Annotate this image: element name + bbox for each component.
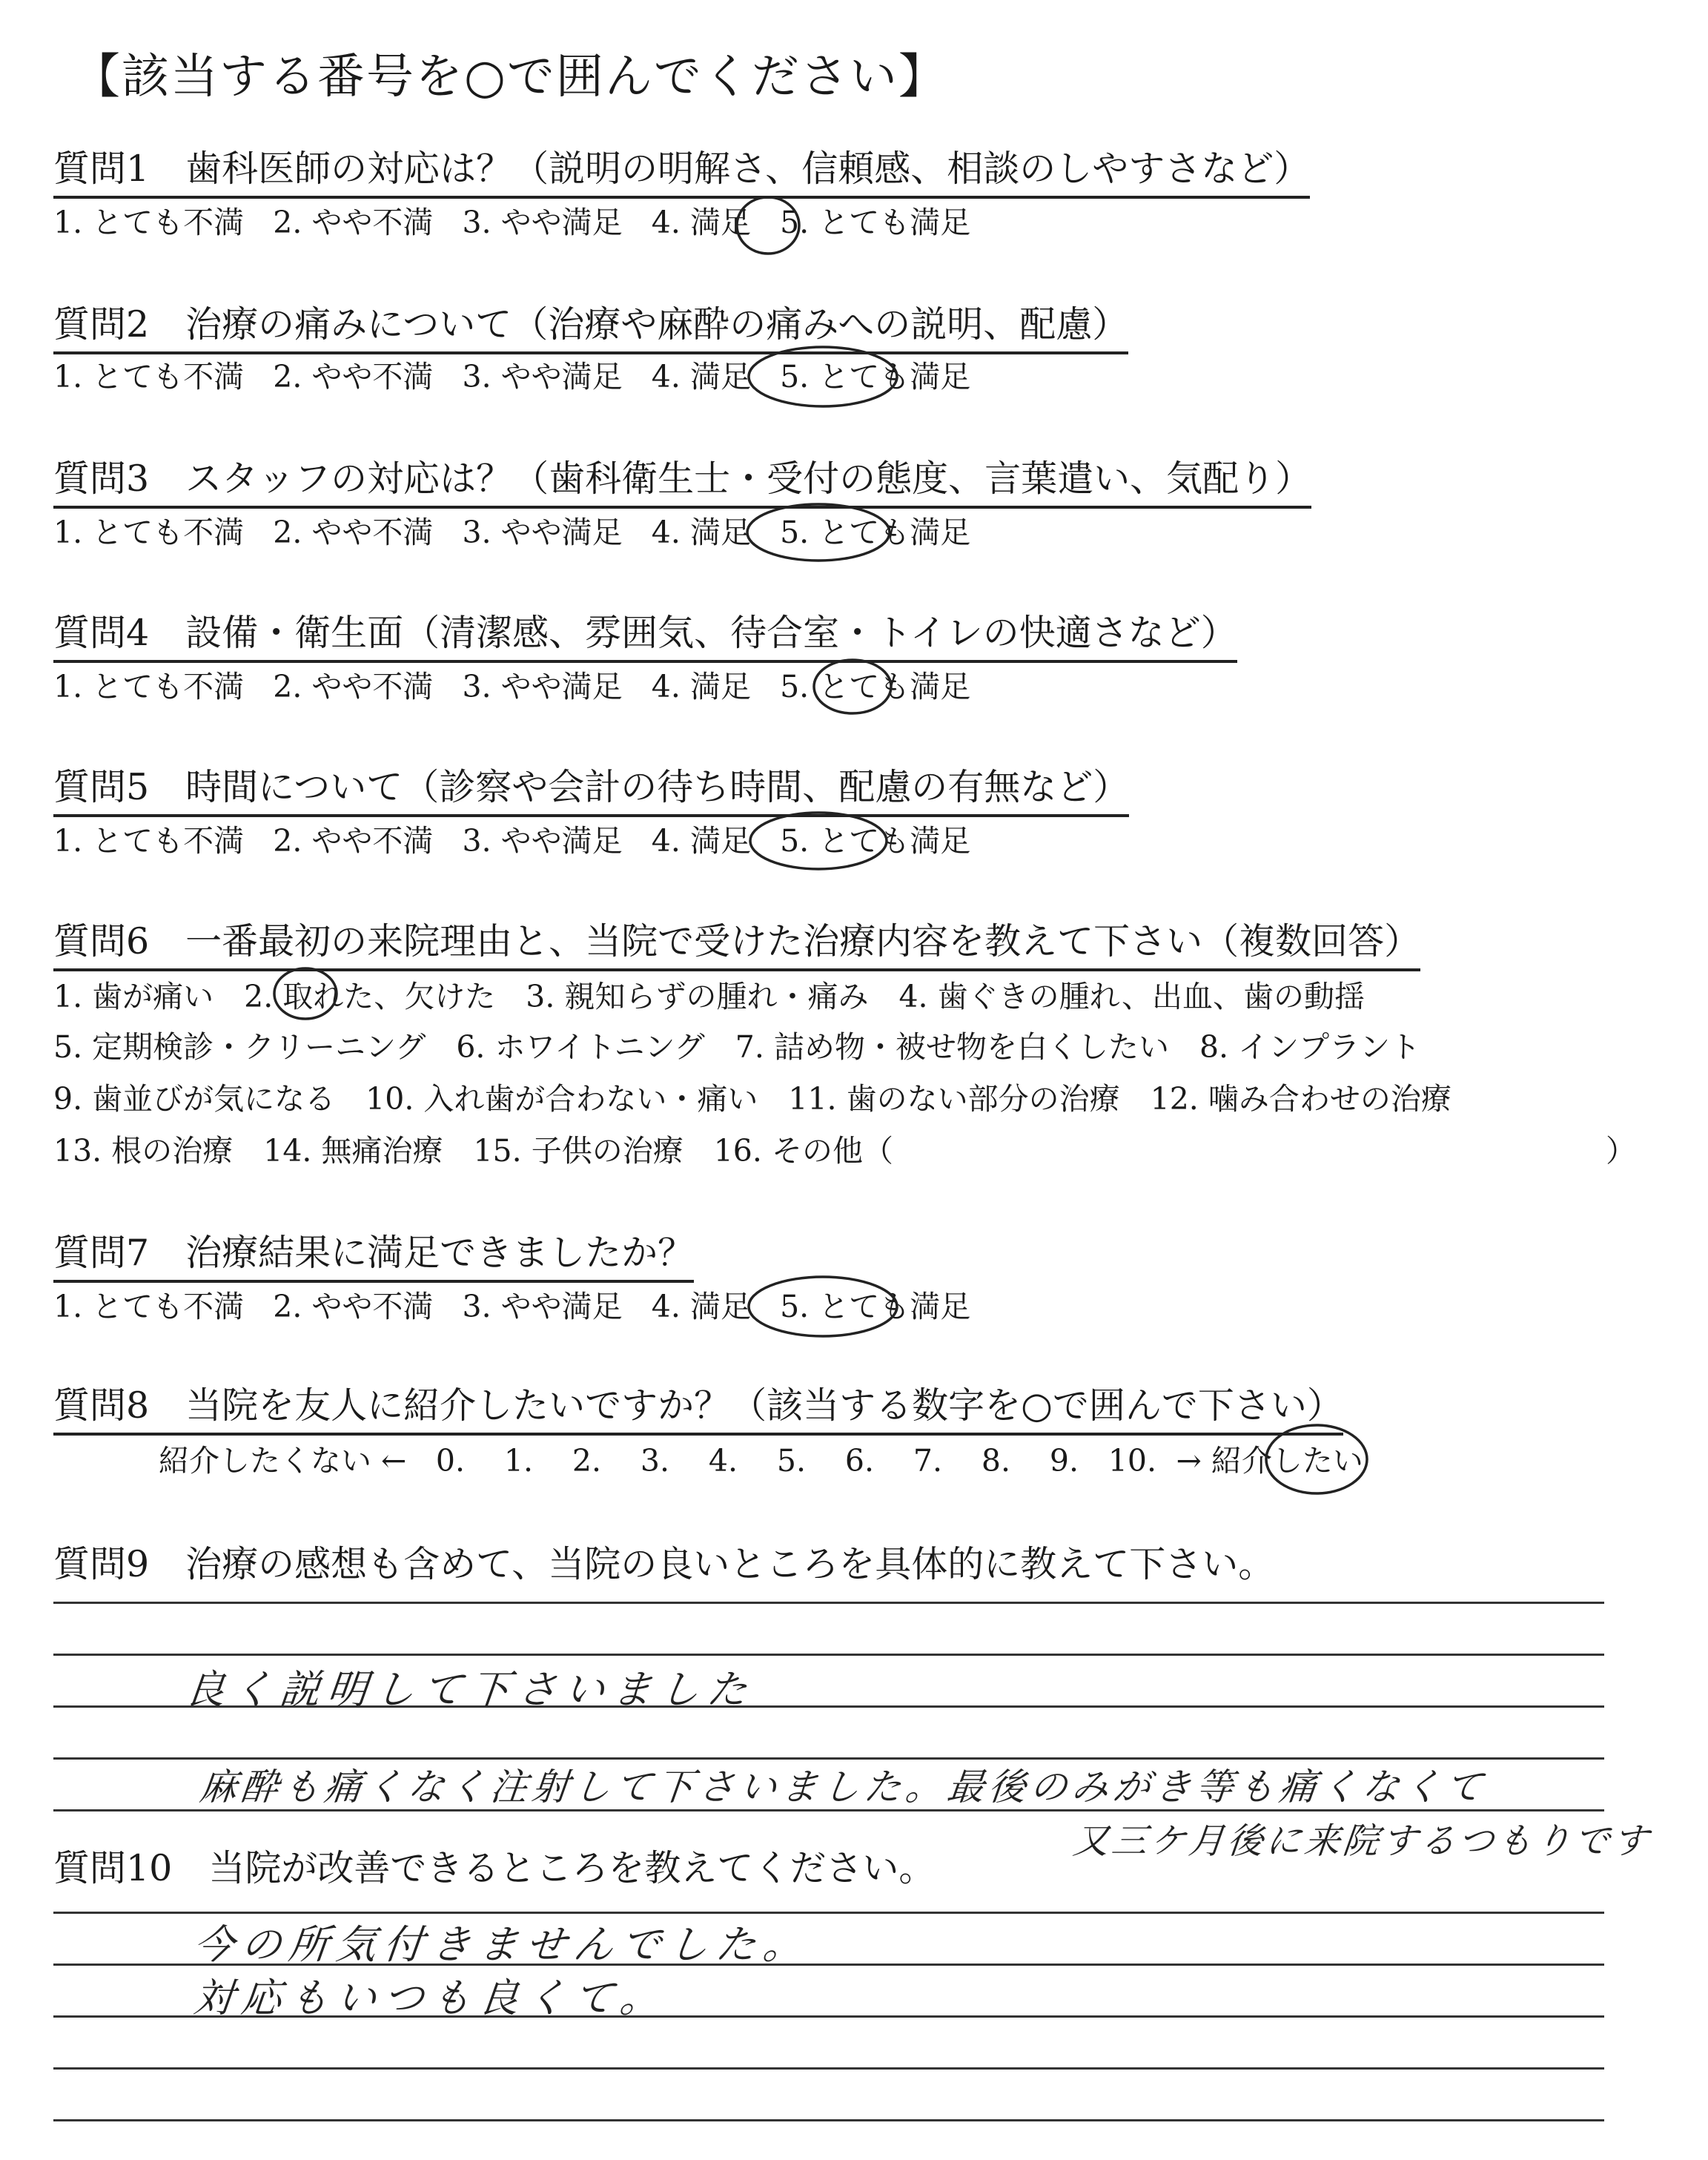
q3-option-1[interactable]: 1. とても不満 <box>53 515 245 550</box>
q2-option-1[interactable]: 1. とても不満 <box>53 359 245 394</box>
q6-other-close: ） <box>1606 1133 1636 1169</box>
q6-row-2[interactable]: 5. 定期検診・クリーニング 6. ホワイトニング 7. 詰め物・被せ物を白くしたい 8. インプラント <box>53 1029 1421 1065</box>
q2-option-3[interactable]: 3. やや満足 <box>462 359 623 394</box>
q4-option-5[interactable]: 5. とても満足 <box>780 669 971 704</box>
q5-option-3[interactable]: 3. やや満足 <box>462 823 623 859</box>
q10-answer-line <box>53 2067 1604 2070</box>
question-8-label: 質問8 当院を友人に紹介したいですか？（該当する数字を○で囲んで下さい） <box>53 1384 1343 1436</box>
q1-option-3[interactable]: 3. やや満足 <box>462 205 623 240</box>
question-4-label: 質問4 設備・衛生面（清潔感、雰囲気、待合室・トイレの快適さなど） <box>53 611 1237 663</box>
question-4-options <box>53 666 970 707</box>
q2-option-5[interactable]: 5. とても満足 <box>780 359 971 394</box>
q9-answer-line <box>53 1654 1604 1656</box>
q10-answer-line <box>53 2119 1604 2121</box>
q3-option-5[interactable]: 5. とても満足 <box>780 515 971 550</box>
q6-row-3[interactable]: 9. 歯並びが気になる 10. 入れ歯が合わない・痛い 11. 歯のない部分の治療 12. 噛み合わせの治療 <box>53 1081 1452 1117</box>
question-9-label: 質問9 治療の感想も含めて、当院の良いところを具体的に教えて下さい。 <box>53 1543 1275 1585</box>
q1-option-5[interactable]: 5. とても満足 <box>780 205 971 240</box>
q8-number-0[interactable]: 0. <box>435 1443 465 1479</box>
q10-handwritten-2: 対応もいつも良くて。 <box>191 1975 670 2021</box>
q5-option-2[interactable]: 2. やや不満 <box>273 823 434 859</box>
q9-handwritten-2: 麻酔も痛くなく注射して下さいました。最後のみがき等も痛くなくて <box>197 1766 1489 1809</box>
q8-right-label[interactable]: → 紹介したい <box>1176 1443 1363 1479</box>
q8-number-3[interactable]: 3. <box>640 1443 669 1479</box>
q10-handwritten-1: 今の所気付きませんでした。 <box>191 1921 813 1968</box>
q4-option-3[interactable]: 3. やや満足 <box>462 669 623 704</box>
question-1-options <box>53 202 970 243</box>
q8-number-7[interactable]: 7. <box>913 1443 942 1479</box>
q8-number-9[interactable]: 9. <box>1049 1443 1079 1479</box>
question-2-label: 質問2 治療の痛みについて（治療や麻酔の痛みへの説明、配慮） <box>53 303 1128 354</box>
q9-handwritten-1: 良く説明して下さいました <box>182 1666 757 1713</box>
q7-option-1[interactable]: 1. とても不満 <box>53 1289 245 1324</box>
q8-number-10[interactable]: 10. <box>1108 1443 1157 1479</box>
q1-option-2[interactable]: 2. やや不満 <box>273 205 434 240</box>
q8-left-label: 紹介したくない ← <box>159 1443 407 1479</box>
q8-number-6[interactable]: 6. <box>844 1443 874 1479</box>
q8-number-1[interactable]: 1. <box>503 1443 533 1479</box>
q8-number-8[interactable]: 8. <box>981 1443 1010 1479</box>
q5-option-1[interactable]: 1. とても不満 <box>53 823 245 859</box>
question-1-label: 質問1 歯科医師の対応は？（説明の明解さ、信頼感、相談のしやすさなど） <box>53 147 1310 199</box>
q4-option-1[interactable]: 1. とても不満 <box>53 669 245 704</box>
question-3-label: 質問3 スタッフの対応は？（歯科衛生士・受付の態度、言葉遣い、気配り） <box>53 457 1311 509</box>
question-10-label: 質問10 当院が改善できるところを教えてください。 <box>53 1847 936 1889</box>
q7-option-3[interactable]: 3. やや満足 <box>462 1289 623 1324</box>
q3-option-3[interactable]: 3. やや満足 <box>462 515 623 550</box>
q7-option-2[interactable]: 2. やや不満 <box>273 1289 434 1324</box>
question-3-options <box>53 512 970 553</box>
q9-handwritten-3: 又三ケ月後に来院するつもりです <box>1070 1820 1654 1862</box>
q6-row-1[interactable]: 1. 歯が痛い 2. 取れた、欠けた 3. 親知らずの腫れ・痛み 4. 歯ぐきの腫れ、出血、歯の動揺 <box>53 979 1366 1014</box>
question-2-options <box>53 356 970 397</box>
q8-number-2[interactable]: 2. <box>572 1443 601 1479</box>
q7-option-5[interactable]: 5. とても満足 <box>780 1289 971 1324</box>
q2-option-4[interactable]: 4. 満足 <box>651 359 751 394</box>
q3-option-4[interactable]: 4. 満足 <box>651 515 751 550</box>
q9-answer-line <box>53 1602 1604 1604</box>
q4-option-4[interactable]: 4. 満足 <box>651 669 751 704</box>
question-7-label: 質問7 治療結果に満足できましたか？ <box>53 1231 694 1283</box>
page-title: 【該当する番号を○で囲んでください】 <box>73 50 947 105</box>
q5-option-5[interactable]: 5. とても満足 <box>780 823 971 859</box>
q8-number-4[interactable]: 4. <box>708 1443 738 1479</box>
q1-option-4[interactable]: 4. 満足 <box>651 205 751 240</box>
q4-option-2[interactable]: 2. やや不満 <box>273 669 434 704</box>
q6-row-4[interactable]: 13. 根の治療 14. 無痛治療 15. 子供の治療 16. その他（ <box>53 1133 893 1169</box>
q8-scale <box>159 1440 1363 1482</box>
q1-option-1[interactable]: 1. とても不満 <box>53 205 245 240</box>
q5-option-4[interactable]: 4. 満足 <box>651 823 751 859</box>
q8-number-5[interactable]: 5. <box>776 1443 806 1479</box>
question-5-options <box>53 820 970 862</box>
question-6-label: 質問6 一番最初の来院理由と、当院で受けた治療内容を教えて下さい（複数回答） <box>53 919 1420 971</box>
q8-numbers <box>416 1443 1166 1479</box>
question-5-label: 質問5 時間について（診察や会計の待ち時間、配慮の有無など） <box>53 765 1129 817</box>
q2-option-2[interactable]: 2. やや不満 <box>273 359 434 394</box>
question-7-options <box>53 1286 970 1327</box>
q3-option-2[interactable]: 2. やや不満 <box>273 515 434 550</box>
q7-option-4[interactable]: 4. 満足 <box>651 1289 751 1324</box>
